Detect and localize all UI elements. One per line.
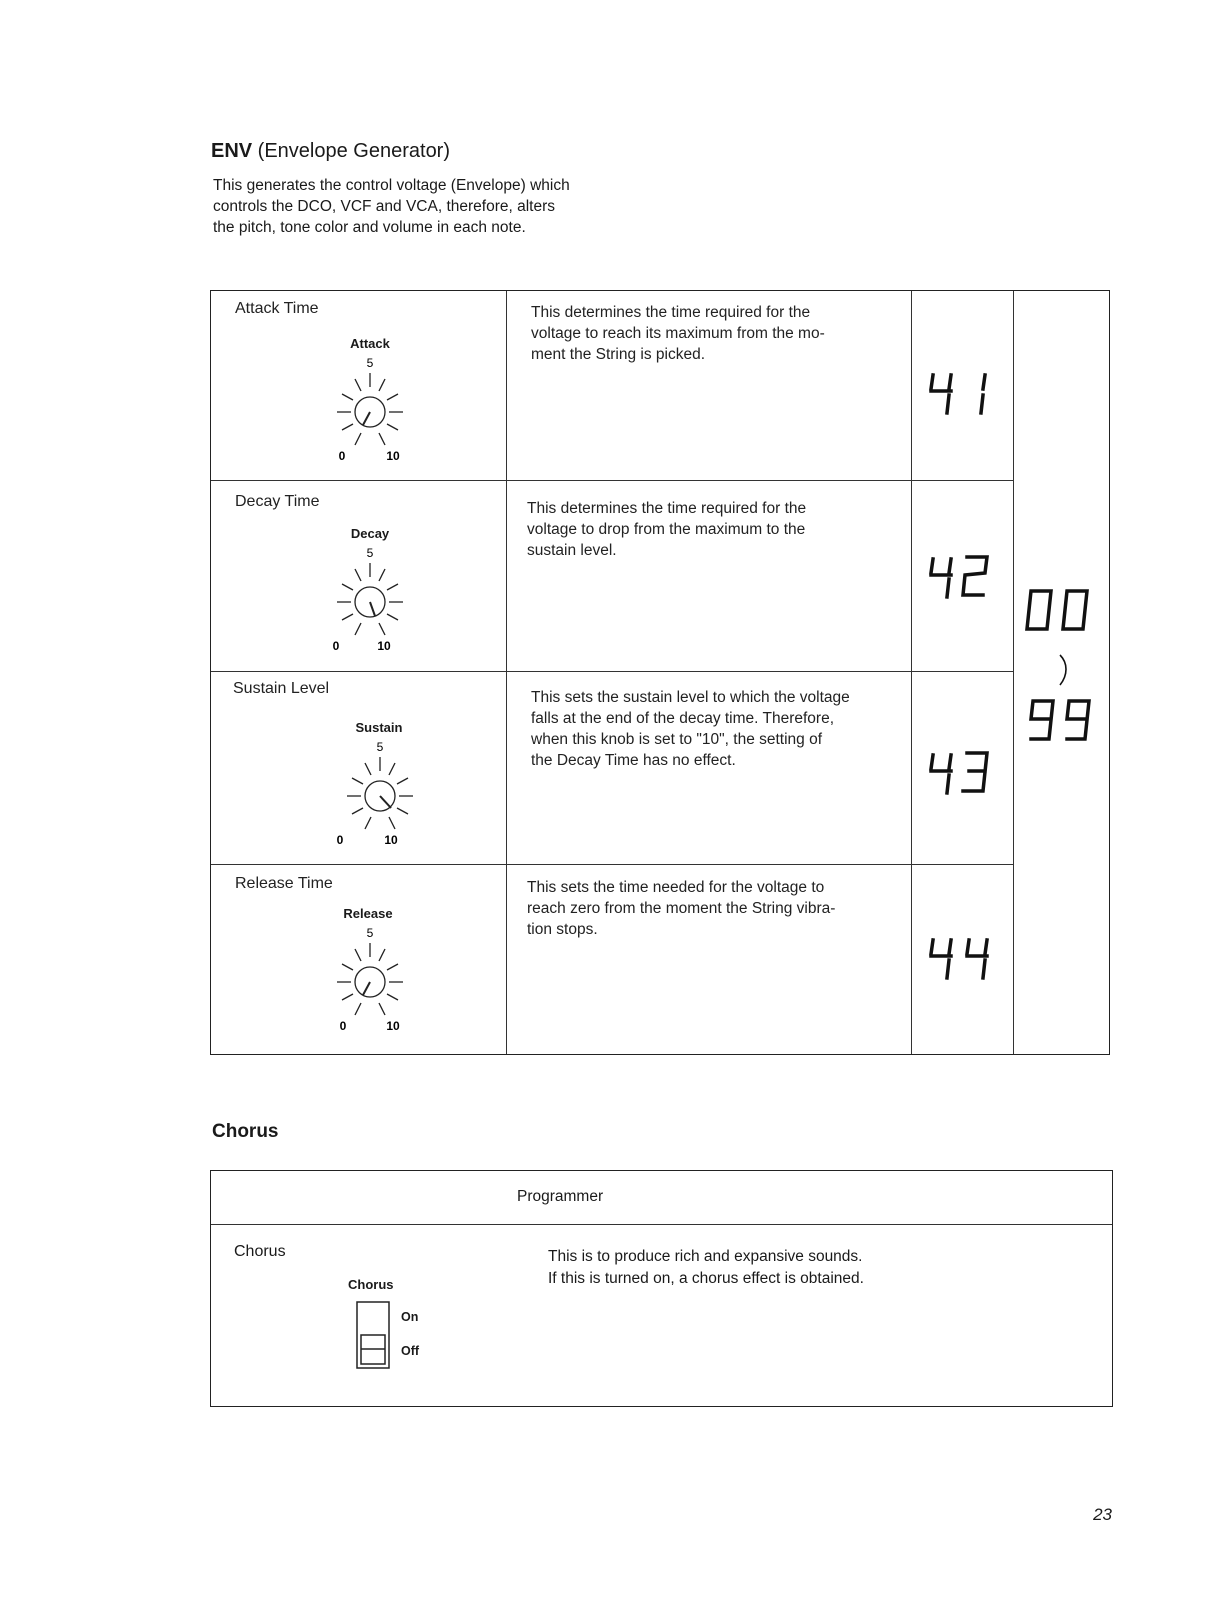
segment-display-44 bbox=[925, 934, 1005, 999]
knob-scale-min: 0 bbox=[339, 1019, 347, 1033]
intro-line: the pitch, tone color and volume in each note. bbox=[213, 219, 526, 236]
row-divider bbox=[211, 864, 1013, 865]
desc-line: This determines the time required for the bbox=[531, 304, 811, 321]
knob-scale-min: 0 bbox=[338, 449, 346, 463]
desc-line: This is to produce rich and expansive sounds. bbox=[548, 1248, 863, 1265]
release-knob-title: Release bbox=[343, 906, 393, 921]
column-divider bbox=[1013, 291, 1014, 1054]
intro-line: controls the DCO, VCF and VCA, therefore, alters bbox=[213, 198, 555, 215]
segment-display-99 bbox=[1023, 697, 1103, 762]
desc-line: This sets the time needed for the voltage to bbox=[527, 879, 825, 896]
desc-line: voltage to reach its maximum from the mo- bbox=[531, 325, 825, 342]
section-title bbox=[211, 140, 450, 163]
decay-description bbox=[527, 498, 893, 561]
desc-line: This determines the time required for the bbox=[527, 500, 807, 517]
row-divider bbox=[211, 480, 1013, 481]
decay-time-label: Decay Time bbox=[235, 493, 320, 510]
desc-line: the Decay Time has no effect. bbox=[531, 752, 736, 769]
chorus-description bbox=[548, 1246, 864, 1290]
intro-line: This generates the control voltage (Envelope) which bbox=[213, 177, 570, 194]
knob-scale-max: 10 bbox=[384, 833, 398, 847]
section-intro bbox=[213, 175, 653, 238]
decay-knob[interactable] bbox=[325, 543, 415, 653]
desc-line: tion stops. bbox=[527, 921, 598, 938]
knob-scale-mid: 5 bbox=[366, 356, 374, 370]
desc-line: If this is turned on, a chorus effect is obtained. bbox=[548, 1270, 864, 1287]
chorus-table bbox=[210, 1170, 1113, 1407]
sustain-knob[interactable] bbox=[335, 737, 425, 847]
knob-scale-mid: 5 bbox=[366, 926, 374, 940]
row-divider bbox=[211, 671, 1013, 672]
chorus-row-label: Chorus bbox=[234, 1243, 286, 1260]
segment-range-separator bbox=[1054, 653, 1074, 692]
section-title-bold: ENV bbox=[211, 140, 253, 162]
release-description bbox=[527, 877, 893, 940]
chorus-switch-title: Chorus bbox=[348, 1277, 394, 1292]
chorus-switch[interactable] bbox=[356, 1301, 396, 1376]
attack-knob-title: Attack bbox=[350, 336, 390, 351]
desc-line: falls at the end of the decay time. Therefore, bbox=[531, 710, 834, 727]
decay-knob-title: Decay bbox=[350, 526, 390, 541]
header-divider bbox=[211, 1224, 1112, 1225]
column-divider bbox=[506, 291, 507, 1054]
desc-line: sustain level. bbox=[527, 542, 617, 559]
attack-time-label: Attack Time bbox=[235, 300, 319, 317]
segment-display-00 bbox=[1023, 587, 1103, 652]
knob-scale-min: 0 bbox=[332, 639, 340, 653]
segment-display-42 bbox=[925, 553, 1005, 618]
chorus-section-title: Chorus bbox=[212, 1121, 279, 1142]
sustain-description bbox=[531, 687, 899, 771]
desc-line: This sets the sustain level to which the voltage bbox=[531, 689, 850, 706]
knob-scale-min: 0 bbox=[336, 833, 344, 847]
sustain-knob-title: Sustain bbox=[355, 720, 403, 735]
attack-knob[interactable] bbox=[325, 353, 415, 463]
knob-scale-mid: 5 bbox=[366, 546, 374, 560]
knob-scale-max: 10 bbox=[377, 639, 391, 653]
attack-description bbox=[531, 302, 897, 365]
segment-display-43 bbox=[925, 749, 1005, 814]
page-number: 23 bbox=[1093, 1505, 1112, 1524]
knob-scale-mid: 5 bbox=[376, 740, 384, 754]
knob-scale-max: 10 bbox=[386, 449, 400, 463]
knob-scale-max: 10 bbox=[386, 1019, 400, 1033]
sustain-level-label: Sustain Level bbox=[233, 680, 330, 697]
chorus-on-label: On bbox=[401, 1310, 419, 1324]
chorus-table-header: Programmer bbox=[517, 1188, 604, 1205]
desc-line: ment the String is picked. bbox=[531, 346, 706, 363]
desc-line: reach zero from the moment the String vibra- bbox=[527, 900, 836, 917]
column-divider bbox=[911, 291, 912, 1054]
chorus-off-label: Off bbox=[401, 1344, 420, 1358]
release-time-label: Release Time bbox=[235, 875, 333, 892]
envelope-table bbox=[210, 290, 1110, 1055]
segment-display-41 bbox=[925, 369, 1005, 434]
desc-line: voltage to drop from the maximum to the bbox=[527, 521, 806, 538]
desc-line: when this knob is set to "10", the setting of bbox=[531, 731, 823, 748]
release-knob[interactable] bbox=[325, 923, 415, 1033]
section-title-rest: (Envelope Generator) bbox=[252, 140, 451, 162]
